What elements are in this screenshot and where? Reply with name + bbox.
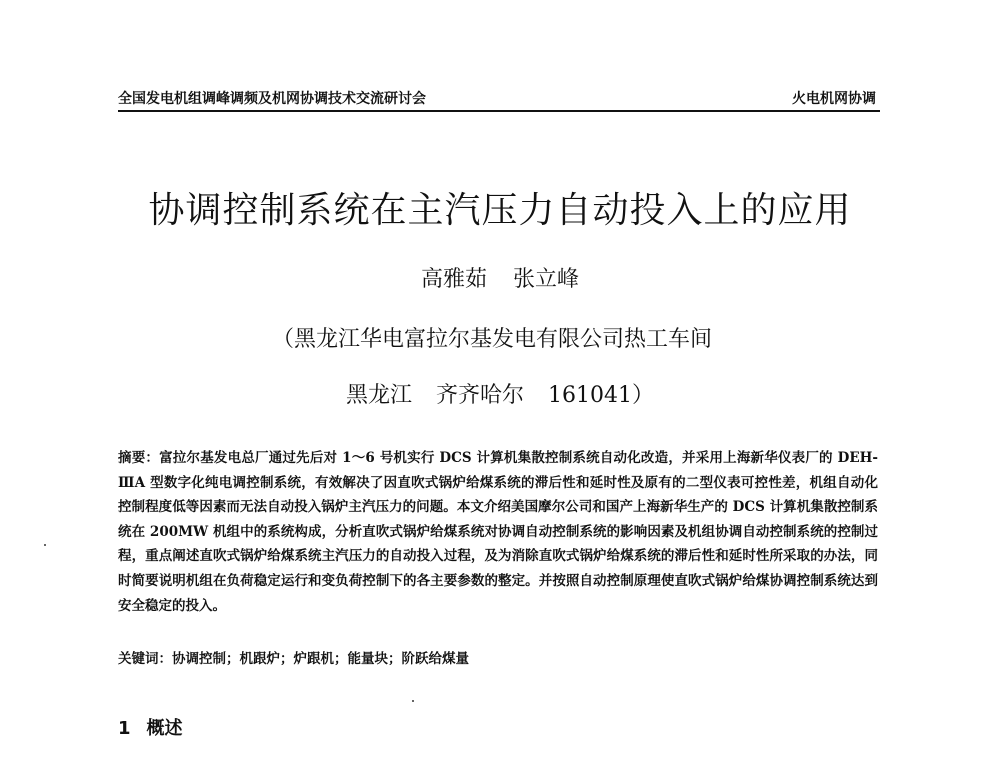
section-title: 概述 — [146, 718, 183, 739]
running-header-conference: 全国发电机组调峰调频及机网协调技术交流研讨会 — [118, 91, 426, 107]
affiliation-line-2 — [0, 378, 1000, 409]
abstract-text: 富拉尔基发电总厂通过先后对 1～6 号机实行 DCS 计算机集散控制系统自动化改造，并采用上海新华仪表厂的 DEH-ⅢA 型数字化纯电调控制系统，有效解决了因直吹式锅炉给煤系统的滞后性和延时性及原有的二型仪表可控性差，机组自动化控制程度低等因素而无法自动投入锅炉主汽压力的问题。本文介绍美国摩尔公司和国产上海新华生产的 DCS 计算机集散控制系统在 200MW 机组中的系统构成，分析直吹式锅炉给煤系统对协调自动控制系统的影响因素及机组协调自动控制系统的控制过程，重点阐述直吹式锅炉给煤系统主汽压力的自动投入过程，及为消除直吹式锅炉给煤系统的滞后性和延时性所采取的办法，同时简要说明机组在负荷稳定运行和变负荷控制下的各主要参数的整定。并按照自动控制原理使直吹式锅炉给煤协调控制系统达到安全稳定的投入。 — [118, 450, 879, 614]
author-list — [0, 262, 1000, 293]
header-rule — [118, 110, 880, 112]
author-name: 高雅茹 — [420, 267, 487, 292]
keywords-label: 关键词： — [118, 651, 172, 667]
section-heading — [118, 714, 183, 740]
affiliation-province: 黑龙江 — [345, 383, 412, 408]
author-name: 张立峰 — [513, 267, 580, 292]
keywords — [118, 647, 878, 667]
running-header — [118, 88, 876, 110]
affiliation-line-1: （黑龙江华电富拉尔基发电有限公司热工车间 — [272, 327, 713, 352]
abstract-label: 摘要： — [118, 450, 160, 466]
running-header-section: 火电机网协调 — [792, 91, 876, 107]
affiliation-city: 齐齐哈尔 — [436, 383, 525, 408]
scan-speck — [44, 544, 46, 546]
affiliation-postcode: 161041） — [548, 383, 654, 408]
keywords-text: 协调控制；机跟炉；炉跟机；能量块；阶跃给煤量 — [172, 651, 469, 667]
abstract — [118, 446, 878, 618]
scan-speck — [412, 700, 414, 702]
section-number: 1 — [118, 718, 131, 739]
paper-title: 协调控制系统在主汽压力自动投入上的应用 — [148, 190, 852, 231]
